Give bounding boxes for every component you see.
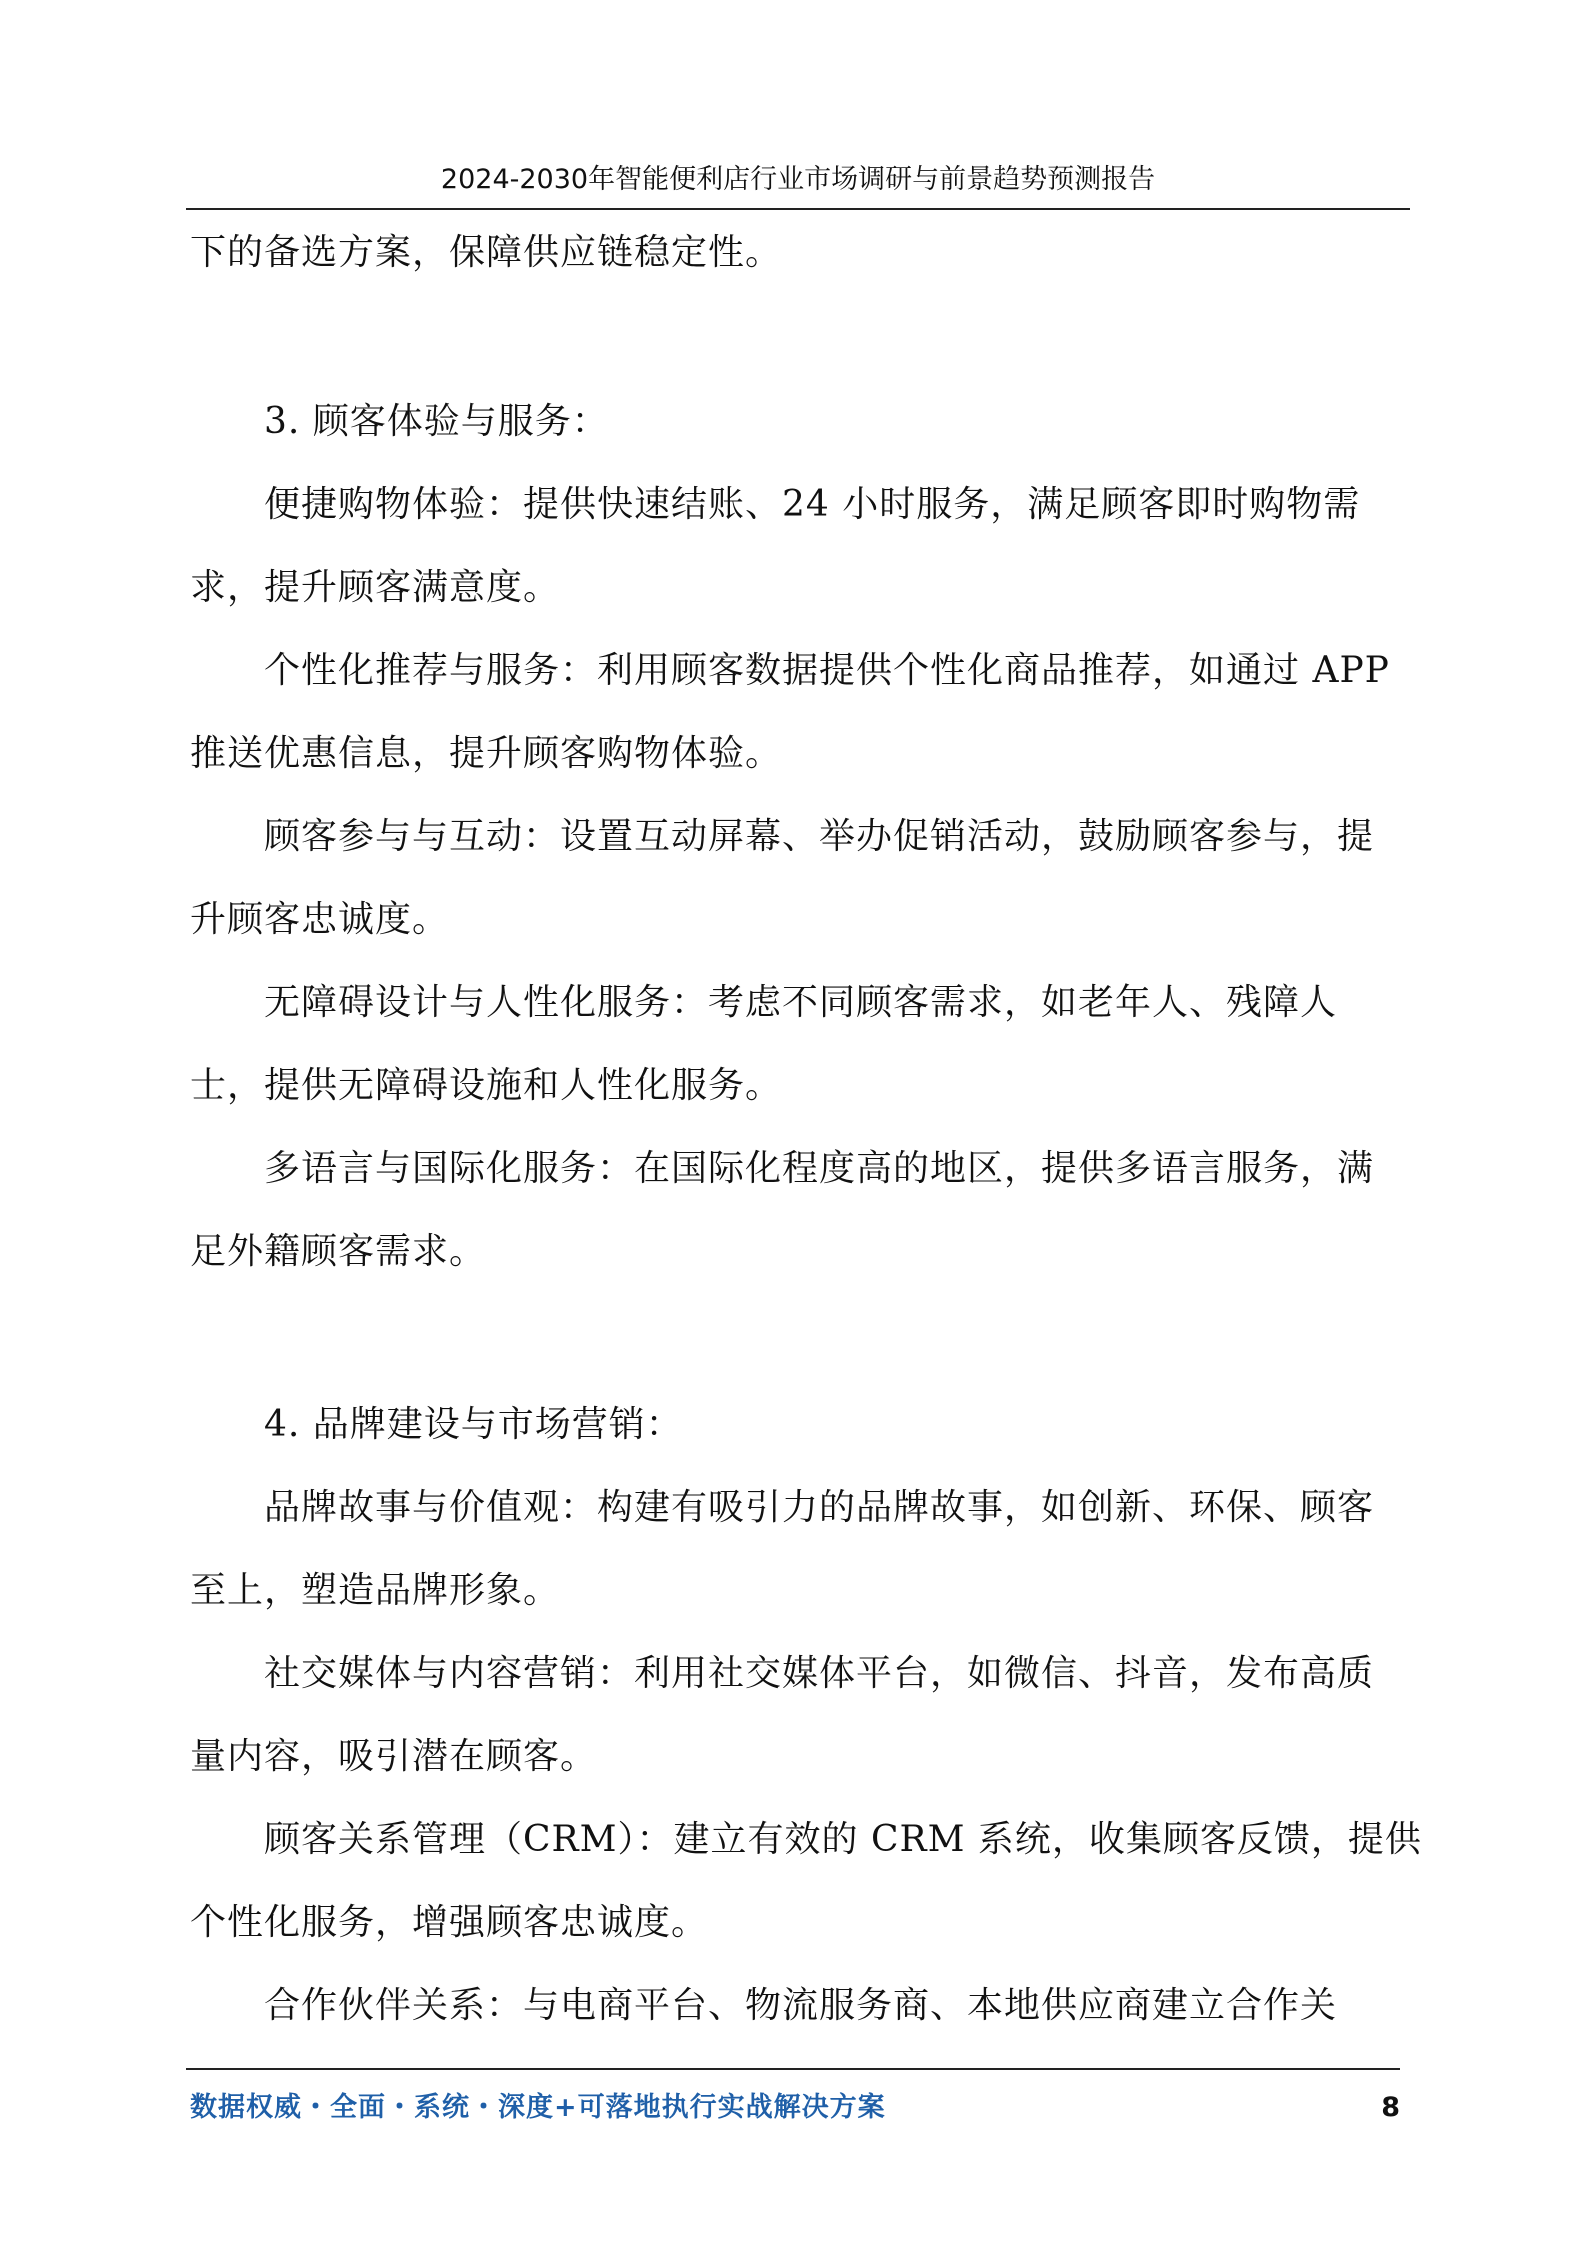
paragraph-line: 量内容，吸引潜在顾客。 — [190, 1736, 598, 1777]
paragraph-line: 足外籍顾客需求。 — [190, 1231, 487, 1272]
paragraph-line: 顾客关系管理（CRM）：建立有效的 CRM 系统，收集顾客反馈，提供 — [264, 1819, 1422, 1860]
section-heading-brand-marketing: 4. 品牌建设与市场营销： — [264, 1404, 683, 1445]
footer-slogan: 数据权威・全面・系统・深度+可落地执行实战解决方案 — [190, 2092, 886, 2123]
paragraph-line: 至上，塑造品牌形象。 — [190, 1570, 561, 1611]
paragraph-line: 个性化推荐与服务：利用顾客数据提供个性化商品推荐，如通过 APP — [264, 650, 1390, 691]
footer-divider — [186, 2068, 1400, 2070]
paragraph-line: 顾客参与与互动：设置互动屏幕、举办促销活动，鼓励顾客参与，提 — [264, 816, 1375, 857]
paragraph-line: 推送优惠信息，提升顾客购物体验。 — [190, 733, 783, 774]
paragraph-line: 士，提供无障碍设施和人性化服务。 — [190, 1065, 783, 1106]
paragraph-line: 便捷购物体验：提供快速结账、24 小时服务，满足顾客即时购物需 — [264, 484, 1361, 525]
paragraph-line: 升顾客忠诚度。 — [190, 899, 450, 940]
paragraph-line: 合作伙伴关系：与电商平台、物流服务商、本地供应商建立合作关 — [264, 1985, 1338, 2026]
paragraph-line: 多语言与国际化服务：在国际化程度高的地区，提供多语言服务，满 — [264, 1148, 1375, 1189]
paragraph-line: 求，提升顾客满意度。 — [190, 567, 561, 608]
paragraph-line: 无障碍设计与人性化服务：考虑不同顾客需求，如老年人、残障人 — [264, 982, 1338, 1023]
paragraph-line: 个性化服务，增强顾客忠诚度。 — [190, 1902, 709, 1943]
page-number: 8 — [1381, 2092, 1400, 2123]
section-heading-customer-experience: 3. 顾客体验与服务： — [264, 401, 609, 442]
paragraph-line: 品牌故事与价值观：构建有吸引力的品牌故事，如创新、环保、顾客 — [264, 1487, 1375, 1528]
paragraph-line: 下的备选方案，保障供应链稳定性。 — [190, 232, 783, 273]
paragraph-line: 社交媒体与内容营销：利用社交媒体平台，如微信、抖音，发布高质 — [264, 1653, 1375, 1694]
page-header-title: 2024-2030年智能便利店行业市场调研与前景趋势预测报告 — [440, 164, 1156, 195]
header-divider — [186, 208, 1410, 210]
